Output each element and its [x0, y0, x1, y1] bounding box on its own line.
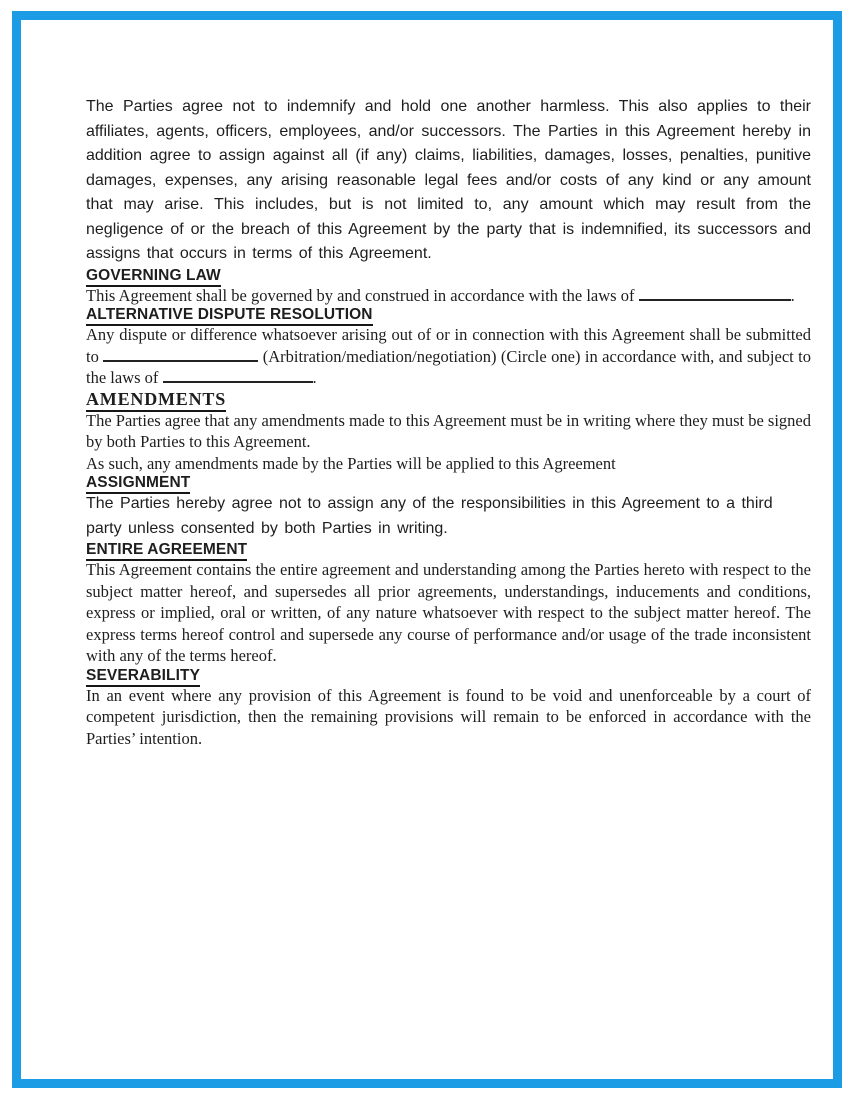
adr-text-2: (Arbitration/mediation/negotiation) (Circle one) in accordance with, and subject to the laws of — [86, 346, 812, 387]
heading-assignment — [86, 474, 811, 492]
heading-amendments — [86, 389, 811, 410]
paragraph-amendments-2: As such, any amendments made by the Parties will be applied to this Agreement — [86, 453, 616, 473]
document-page-border — [12, 11, 842, 1088]
governing-law-period: . — [790, 285, 795, 305]
paragraph-severability: In an event where any provision of this Agreement is found to be void and unenforceable by a court of competent jurisdiction, then the remaining provisions will remain to be enforced in accordance with the Parties’ intention. — [86, 685, 811, 748]
heading-assignment-text: ASSIGNMENT — [86, 474, 190, 494]
paragraph-alternative-dispute-resolution — [86, 324, 811, 389]
blank-underline-adr-laws — [163, 369, 313, 383]
heading-governing-law — [86, 267, 811, 285]
blank-underline-governing-law — [639, 287, 791, 301]
heading-entire-agreement — [86, 541, 811, 559]
adr-period: . — [312, 368, 317, 387]
heading-severability — [86, 667, 811, 685]
paragraph-amendments-1: The Parties agree that any amendments made to this Agreement must be in writing where they must be signed by both Parties to this Agreement. — [86, 410, 811, 451]
paragraph-assignment: The Parties hereby agree not to assign any of the responsibilities in this Agreement to a third party unless consented by both Parties in writing. — [86, 495, 773, 537]
governing-law-text: This Agreement shall be governed by and construed in accordance with the laws of — [86, 285, 635, 305]
heading-governing-law-text: GOVERNING LAW — [86, 267, 221, 287]
paragraph-governing-law — [86, 285, 811, 307]
heading-alternative-dispute-resolution-text: ALTERNATIVE DISPUTE RESOLUTION — [86, 306, 373, 326]
heading-alternative-dispute-resolution — [86, 306, 811, 324]
paragraph-entire-agreement: This Agreement contains the entire agreement and understanding among the Parties hereto with respect to the subject matter hereof, and supersedes all prior agreements, understandings, inducements and conditions, express or implied, oral or written, of any nature whatsoever with respect to the subject matter hereof. The express terms hereof control and supersede any course of performance and/or usage of the trade inconsistent with any of the terms hereof. — [86, 560, 811, 665]
document-content — [42, 41, 854, 1099]
paragraph-indemnification: The Parties agree not to indemnify and hold one another harmless. This also applies to their affiliates, agents, officers, employees, and/or successors. The Parties in this Agreement hereby in addition agree to assign against all (if any) claims, liabilities, damages, losses, penalties, punitive damages, expenses, any arising reasonable legal fees and/or costs of any kind or any amount that may arise. This includes, but is not limited to, any amount which may result from the negligence of or the breach of this Agreement by the party that is indemnified, its successors and assigns that occurs in terms of this Agreement. — [86, 98, 811, 262]
heading-entire-agreement-text: ENTIRE AGREEMENT — [86, 541, 247, 561]
adr-text-1: Any dispute or difference whatsoever arising out of or in connection with this Agreement shall be submitted to — [86, 325, 811, 366]
heading-amendments-text: AMENDMENTS — [86, 389, 226, 412]
blank-underline-adr-method — [103, 348, 258, 362]
heading-severability-text: SEVERABILITY — [86, 667, 200, 687]
